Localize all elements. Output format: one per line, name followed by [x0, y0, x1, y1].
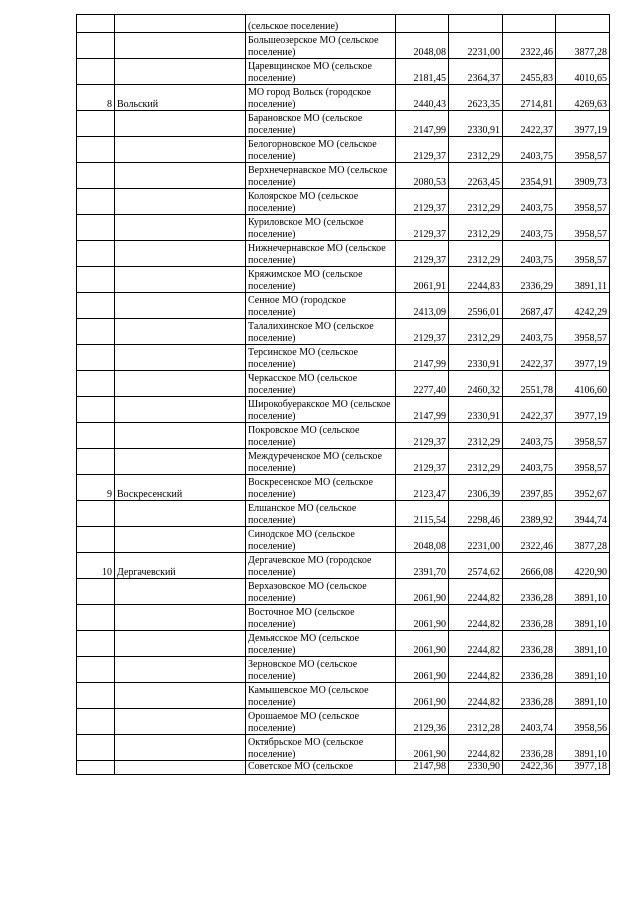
- table-row: [77, 605, 610, 631]
- value-col-3: 2336,28: [503, 683, 556, 709]
- value-col-1: 2391,70: [396, 553, 449, 579]
- table-row: [77, 111, 610, 137]
- municipality-name: Восточное МО (сельское поселение): [246, 605, 396, 631]
- value-col-1: 2440,43: [396, 85, 449, 111]
- value-col-4: [556, 15, 610, 33]
- municipality-name: Барановское МО (сельское поселение): [246, 111, 396, 137]
- value-col-4: 3958,56: [556, 709, 610, 735]
- municipality-name: Дергачевское МО (городское поселение): [246, 553, 396, 579]
- municipality-name: Талалихинское МО (сельское поселение): [246, 319, 396, 345]
- value-col-4: 3891,10: [556, 657, 610, 683]
- value-col-4: 3891,10: [556, 579, 610, 605]
- district-name: [115, 189, 246, 215]
- municipality-name: МО город Вольск (городское поселение): [246, 85, 396, 111]
- district-name: [115, 111, 246, 137]
- value-col-3: 2422,37: [503, 111, 556, 137]
- value-col-3: 2403,75: [503, 423, 556, 449]
- value-col-2: 2306,39: [449, 475, 503, 501]
- row-number: 10: [77, 553, 115, 579]
- value-col-4: 3891,10: [556, 605, 610, 631]
- value-col-3: 2336,29: [503, 267, 556, 293]
- table-row: [77, 761, 610, 775]
- row-number: [77, 189, 115, 215]
- value-col-3: 2422,36: [503, 761, 556, 775]
- row-number: [77, 371, 115, 397]
- row-number: [77, 215, 115, 241]
- table-row: [77, 683, 610, 709]
- value-col-1: 2277,40: [396, 371, 449, 397]
- value-col-1: 2129,37: [396, 423, 449, 449]
- district-name: [115, 657, 246, 683]
- value-col-2: 2330,90: [449, 761, 503, 775]
- value-col-4: 4269,63: [556, 85, 610, 111]
- table-row: [77, 319, 610, 345]
- table-row: [77, 345, 610, 371]
- value-col-2: 2460,32: [449, 371, 503, 397]
- municipality-name: Елшанское МО (сельское поселение): [246, 501, 396, 527]
- municipality-name: (сельское поселение): [246, 15, 396, 33]
- municipality-name: Междуреченское МО (сельское поселение): [246, 449, 396, 475]
- value-col-3: 2403,74: [503, 709, 556, 735]
- table-row: [77, 501, 610, 527]
- row-number: [77, 319, 115, 345]
- value-col-1: 2129,37: [396, 137, 449, 163]
- value-col-1: 2061,90: [396, 735, 449, 761]
- table-row: [77, 449, 610, 475]
- value-col-4: 3944,74: [556, 501, 610, 527]
- municipality-name: Сенное МО (городское поселение): [246, 293, 396, 319]
- value-col-3: 2403,75: [503, 137, 556, 163]
- value-col-1: 2129,37: [396, 189, 449, 215]
- value-col-2: 2312,29: [449, 137, 503, 163]
- value-col-4: 3958,57: [556, 215, 610, 241]
- row-number: [77, 449, 115, 475]
- tariff-table: [76, 14, 610, 775]
- district-name: [115, 345, 246, 371]
- row-number: [77, 735, 115, 761]
- municipality-name: Зерновское МО (сельское поселение): [246, 657, 396, 683]
- value-col-1: 2181,45: [396, 59, 449, 85]
- value-col-3: 2551,78: [503, 371, 556, 397]
- value-col-2: [449, 15, 503, 33]
- district-name: [115, 527, 246, 553]
- value-col-3: 2322,46: [503, 33, 556, 59]
- municipality-name: Черкасское МО (сельское поселение): [246, 371, 396, 397]
- municipality-name: Белогорновское МО (сельское поселение): [246, 137, 396, 163]
- value-col-3: 2422,37: [503, 397, 556, 423]
- table-row: [77, 137, 610, 163]
- value-col-2: 2312,29: [449, 423, 503, 449]
- value-col-3: 2336,28: [503, 631, 556, 657]
- row-number: [77, 709, 115, 735]
- value-col-2: 2244,83: [449, 267, 503, 293]
- municipality-name: Царевщинское МО (сельское поселение): [246, 59, 396, 85]
- value-col-2: 2623,35: [449, 85, 503, 111]
- value-col-4: 3891,10: [556, 631, 610, 657]
- value-col-2: 2244,82: [449, 735, 503, 761]
- row-number: [77, 631, 115, 657]
- value-col-4: 3977,18: [556, 761, 610, 775]
- value-col-1: 2048,08: [396, 33, 449, 59]
- municipality-name: Покровское МО (сельское поселение): [246, 423, 396, 449]
- value-col-1: 2147,98: [396, 761, 449, 775]
- district-name: [115, 397, 246, 423]
- municipality-name: Куриловское МО (сельское поселение): [246, 215, 396, 241]
- value-col-4: 3958,57: [556, 449, 610, 475]
- row-number: [77, 15, 115, 33]
- table-row: [77, 85, 610, 111]
- value-col-3: 2403,75: [503, 449, 556, 475]
- value-col-4: 3977,19: [556, 345, 610, 371]
- value-col-3: 2455,83: [503, 59, 556, 85]
- value-col-4: 3958,57: [556, 189, 610, 215]
- value-col-2: 2244,82: [449, 631, 503, 657]
- value-col-2: 2263,45: [449, 163, 503, 189]
- table-row: [77, 163, 610, 189]
- value-col-1: 2129,37: [396, 241, 449, 267]
- table-row: [77, 423, 610, 449]
- district-name: [115, 293, 246, 319]
- row-number: [77, 111, 115, 137]
- value-col-1: 2129,37: [396, 319, 449, 345]
- value-col-1: 2080,53: [396, 163, 449, 189]
- value-col-4: 4220,90: [556, 553, 610, 579]
- table-row: [77, 579, 610, 605]
- table-row: [77, 59, 610, 85]
- table-row: [77, 215, 610, 241]
- value-col-4: 3958,57: [556, 241, 610, 267]
- district-name: Воскресенский: [115, 475, 246, 501]
- value-col-1: 2123,47: [396, 475, 449, 501]
- value-col-2: 2244,82: [449, 579, 503, 605]
- district-name: [115, 735, 246, 761]
- row-number: [77, 293, 115, 319]
- table-row: [77, 293, 610, 319]
- district-name: [115, 709, 246, 735]
- row-number: [77, 397, 115, 423]
- district-name: Вольский: [115, 85, 246, 111]
- value-col-4: 3977,19: [556, 397, 610, 423]
- value-col-1: 2061,90: [396, 657, 449, 683]
- row-number: [77, 345, 115, 371]
- value-col-1: 2061,91: [396, 267, 449, 293]
- value-col-2: 2330,91: [449, 345, 503, 371]
- municipality-name: Камышевское МО (сельское поселение): [246, 683, 396, 709]
- row-number: [77, 527, 115, 553]
- value-col-3: 2403,75: [503, 241, 556, 267]
- district-name: [115, 15, 246, 33]
- district-name: [115, 371, 246, 397]
- value-col-3: 2336,28: [503, 735, 556, 761]
- value-col-1: 2413,09: [396, 293, 449, 319]
- municipality-name: Синодское МО (сельское поселение): [246, 527, 396, 553]
- municipality-name: Верхазовское МО (сельское поселение): [246, 579, 396, 605]
- value-col-4: 3891,11: [556, 267, 610, 293]
- district-name: [115, 137, 246, 163]
- value-col-2: 2596,01: [449, 293, 503, 319]
- district-name: [115, 631, 246, 657]
- value-col-4: 3877,28: [556, 527, 610, 553]
- value-col-1: 2115,54: [396, 501, 449, 527]
- row-number: 9: [77, 475, 115, 501]
- value-col-3: 2687,47: [503, 293, 556, 319]
- value-col-4: 3909,73: [556, 163, 610, 189]
- value-col-4: 4106,60: [556, 371, 610, 397]
- value-col-1: 2061,90: [396, 683, 449, 709]
- table-row: [77, 241, 610, 267]
- row-number: [77, 761, 115, 775]
- value-col-4: 3891,10: [556, 683, 610, 709]
- value-col-2: 2312,29: [449, 189, 503, 215]
- table-row: [77, 267, 610, 293]
- district-name: [115, 33, 246, 59]
- value-col-3: 2422,37: [503, 345, 556, 371]
- value-col-2: 2298,46: [449, 501, 503, 527]
- table-row: [77, 371, 610, 397]
- table-row: [77, 709, 610, 735]
- table-row: [77, 631, 610, 657]
- value-col-1: 2129,37: [396, 449, 449, 475]
- value-col-2: 2244,82: [449, 683, 503, 709]
- row-number: 8: [77, 85, 115, 111]
- value-col-1: 2048,08: [396, 527, 449, 553]
- row-number: [77, 267, 115, 293]
- value-col-4: 3958,57: [556, 423, 610, 449]
- row-number: [77, 241, 115, 267]
- table-row: [77, 475, 610, 501]
- municipality-name: Кряжимское МО (сельское поселение): [246, 267, 396, 293]
- municipality-name: Советское МО (сельское: [246, 761, 396, 775]
- row-number: [77, 59, 115, 85]
- table-row: [77, 657, 610, 683]
- district-name: [115, 579, 246, 605]
- value-col-3: 2336,28: [503, 657, 556, 683]
- value-col-1: 2129,36: [396, 709, 449, 735]
- value-col-2: 2244,82: [449, 657, 503, 683]
- value-col-2: 2244,82: [449, 605, 503, 631]
- table-row: [77, 15, 610, 33]
- value-col-2: 2312,29: [449, 241, 503, 267]
- value-col-1: 2061,90: [396, 579, 449, 605]
- municipality-name: Демьясское МО (сельское поселение): [246, 631, 396, 657]
- table-row: [77, 553, 610, 579]
- value-col-2: 2231,00: [449, 33, 503, 59]
- municipality-name: Воскресенское МО (сельское поселение): [246, 475, 396, 501]
- value-col-2: 2312,29: [449, 449, 503, 475]
- value-col-3: 2322,46: [503, 527, 556, 553]
- value-col-1: 2061,90: [396, 605, 449, 631]
- row-number: [77, 137, 115, 163]
- row-number: [77, 605, 115, 631]
- value-col-4: 3877,28: [556, 33, 610, 59]
- district-name: [115, 423, 246, 449]
- value-col-4: 3958,57: [556, 319, 610, 345]
- district-name: [115, 683, 246, 709]
- value-col-4: 3891,10: [556, 735, 610, 761]
- district-name: [115, 449, 246, 475]
- table-row: [77, 527, 610, 553]
- table-row: [77, 189, 610, 215]
- row-number: [77, 579, 115, 605]
- value-col-2: 2330,91: [449, 397, 503, 423]
- district-name: [115, 59, 246, 85]
- value-col-2: 2330,91: [449, 111, 503, 137]
- table-row: [77, 397, 610, 423]
- municipality-name: Октябрьское МО (сельское поселение): [246, 735, 396, 761]
- value-col-3: [503, 15, 556, 33]
- district-name: [115, 163, 246, 189]
- table-row: [77, 735, 610, 761]
- value-col-1: 2147,99: [396, 397, 449, 423]
- district-name: [115, 215, 246, 241]
- value-col-2: 2364,37: [449, 59, 503, 85]
- row-number: [77, 657, 115, 683]
- value-col-4: 4242,29: [556, 293, 610, 319]
- municipality-name: Большеозерское МО (сельское поселение): [246, 33, 396, 59]
- value-col-2: 2231,00: [449, 527, 503, 553]
- district-name: Дергачевский: [115, 553, 246, 579]
- municipality-name: Верхнечернавское МО (сельское поселение): [246, 163, 396, 189]
- value-col-2: 2312,29: [449, 215, 503, 241]
- value-col-3: 2403,75: [503, 319, 556, 345]
- value-col-2: 2574,62: [449, 553, 503, 579]
- row-number: [77, 33, 115, 59]
- district-name: [115, 501, 246, 527]
- value-col-4: 3958,57: [556, 137, 610, 163]
- value-col-3: 2403,75: [503, 189, 556, 215]
- district-name: [115, 267, 246, 293]
- value-col-4: 4010,65: [556, 59, 610, 85]
- row-number: [77, 683, 115, 709]
- municipality-name: Терсинское МО (сельское поселение): [246, 345, 396, 371]
- value-col-3: 2397,85: [503, 475, 556, 501]
- value-col-1: 2147,99: [396, 111, 449, 137]
- value-col-3: 2389,92: [503, 501, 556, 527]
- value-col-3: 2336,28: [503, 579, 556, 605]
- district-name: [115, 319, 246, 345]
- district-name: [115, 605, 246, 631]
- value-col-1: 2147,99: [396, 345, 449, 371]
- row-number: [77, 501, 115, 527]
- value-col-3: 2403,75: [503, 215, 556, 241]
- row-number: [77, 423, 115, 449]
- value-col-4: 3952,67: [556, 475, 610, 501]
- municipality-name: Нижнечернавское МО (сельское поселение): [246, 241, 396, 267]
- district-name: [115, 241, 246, 267]
- table-row: [77, 33, 610, 59]
- municipality-name: Колоярское МО (сельское поселение): [246, 189, 396, 215]
- value-col-3: 2354,91: [503, 163, 556, 189]
- municipality-name: Орошаемое МО (сельское поселение): [246, 709, 396, 735]
- value-col-1: 2129,37: [396, 215, 449, 241]
- row-number: [77, 163, 115, 189]
- value-col-3: 2666,08: [503, 553, 556, 579]
- municipality-name: Широкобуеракское МО (сельское поселение): [246, 397, 396, 423]
- value-col-3: 2714,81: [503, 85, 556, 111]
- table-body: [77, 15, 610, 775]
- district-name: [115, 761, 246, 775]
- value-col-2: 2312,28: [449, 709, 503, 735]
- value-col-1: [396, 15, 449, 33]
- value-col-2: 2312,29: [449, 319, 503, 345]
- value-col-1: 2061,90: [396, 631, 449, 657]
- value-col-4: 3977,19: [556, 111, 610, 137]
- value-col-3: 2336,28: [503, 605, 556, 631]
